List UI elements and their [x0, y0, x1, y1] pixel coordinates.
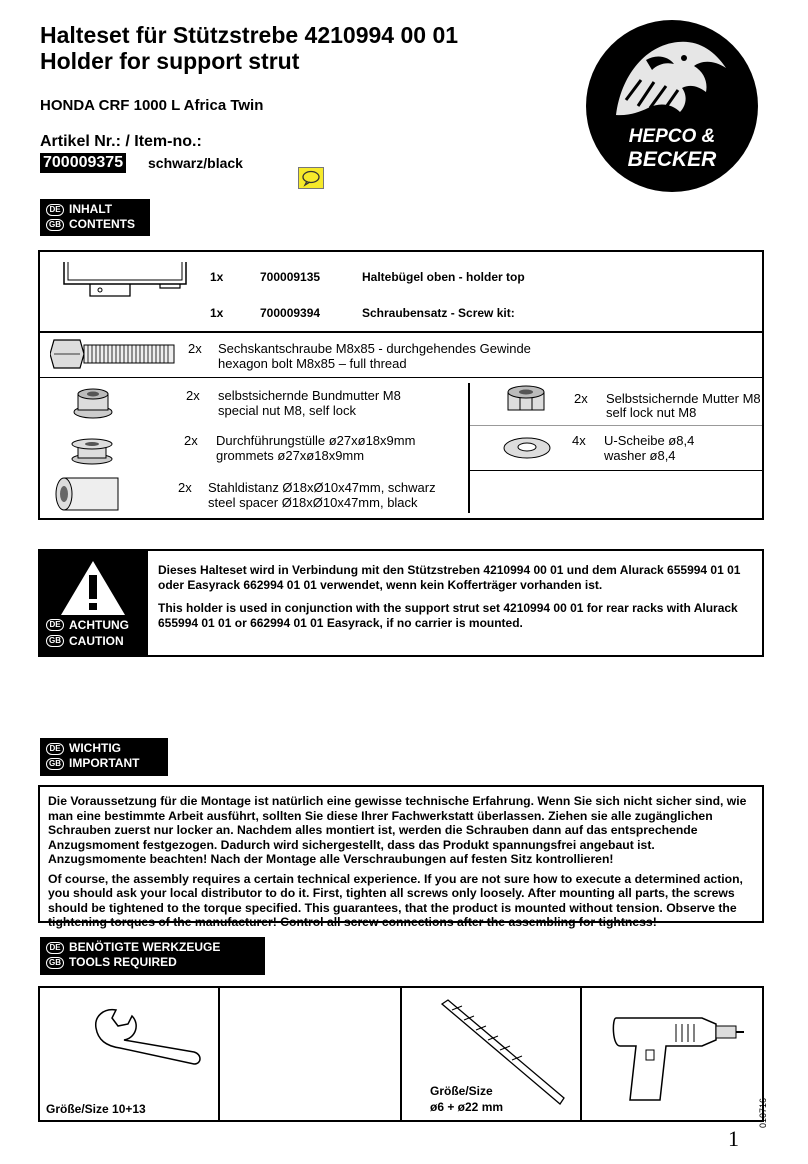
left-item-desc-de: selbstsichernde Bundmutter M8 [218, 388, 401, 403]
contents-table [38, 250, 764, 520]
tools-table [38, 986, 764, 1122]
wrench-size: Größe/Size 10+13 [46, 1102, 146, 1116]
flag-gb: GB [46, 758, 64, 770]
title-english: Holder for support strut [40, 48, 300, 74]
washer-icon [502, 432, 552, 462]
caution-text [158, 563, 758, 631]
right-item-desc-de: U-Scheibe ø8,4 [604, 433, 695, 448]
document-title [40, 22, 458, 74]
title-german: Halteset für Stützstrebe 4210994 00 01 [40, 22, 459, 48]
flag-de: DE [46, 204, 64, 216]
item-number: 700009135 [260, 270, 321, 284]
left-item-desc-en: special nut M8, self lock [218, 403, 357, 418]
item-number: 700009394 [260, 306, 321, 320]
left-item-desc-en: steel spacer Ø18xØ10x47mm, black [208, 495, 418, 510]
flag-gb: GB [46, 219, 64, 231]
steel-spacer-icon [54, 476, 124, 512]
right-item-desc-de: Selbstsichernde Mutter M8 [606, 391, 761, 406]
hepco-becker-logo [586, 20, 758, 192]
caution-text-en: This holder is used in conjunction with the support strut set 4210994 00 01 for rear racks with Alurack 655994 01 01 or 662994 01 01 Easyrack, if no carrier is mounted. [158, 601, 738, 630]
important-heading-en: IMPORTANT [69, 756, 140, 770]
caution-text-de: Dieses Halteset wird in Verbindung mit den Stützstreben 4210994 00 01 und dem Alurack 655994 01 01 oder Easyrack 662994 01 01 verwendet, wenn kein Kofferträger vorhanden ist. [158, 563, 741, 592]
item-desc: Schraubensatz - Screw kit: [362, 306, 515, 320]
contents-heading [40, 199, 150, 236]
important-text-de: Die Voraussetzung für die Montage ist natürlich eine gewisse technische Erfahrung. Wenn Sie sich nicht sicher sind, wie man eine bestimmte Arbeit ausführt, sollten Sie diese Ihrer Fachwerkstatt überlassen. Ziehen sie alle zugänglichen Schrauben zuerst nur locker an. Nachdem alles montiert ist, werden die Schrauben dann auf das entsprechende Anzugsmoment festgezogen. Dadurch wird sichergestellt, dass das Produkt spannungsfrei angebaut ist. Anzugsmomente beachten! Nach der Montage alle Verschraubungen auf festen Sitz kontrollieren! [48, 794, 747, 866]
item-qty: 1x [210, 306, 224, 320]
article-number: 700009375 [40, 153, 126, 173]
holder-bracket-icon [60, 258, 200, 302]
caution-heading-de: ACHTUNG [69, 618, 129, 632]
vehicle-model: HONDA CRF 1000 L Africa Twin [40, 97, 264, 114]
important-text-en: Of course, the assembly requires a certain technical experience. If you are not sure how to execute a determined action, you should ask your local distributor to do it. First, tighten all screws only loosely. After mounting all parts, the screws should be tightened to the torque specified. This guarantees, that the product is mounted without tension. Observe the tightening torques of the manufacturer! Control all screw connections after the assembling for tightness! [48, 871, 743, 929]
left-item-desc-de: Durchführungstülle ø27xø18x9mm [216, 433, 416, 448]
wrench-icon [90, 1002, 210, 1072]
bolt-desc-en: hexagon bolt M8x85 – full thread [218, 356, 407, 371]
article-color: schwarz/black [148, 155, 243, 171]
flag-de: DE [46, 942, 64, 954]
left-item-desc-de: Stahldistanz Ø18xØ10x47mm, schwarz [208, 480, 436, 495]
tools-heading [40, 937, 265, 975]
power-drill-icon [606, 1006, 746, 1106]
contents-heading-de: INHALT [69, 202, 113, 216]
warning-triangle-icon [59, 559, 127, 617]
grommet-icon [70, 432, 114, 466]
hex-bolt-icon [50, 336, 180, 372]
flag-de: DE [46, 619, 64, 631]
contents-heading-en: CONTENTS [69, 217, 135, 231]
document-code: 010716 [758, 1097, 768, 1128]
flag-gb: GB [46, 957, 64, 969]
caution-box [38, 549, 764, 657]
left-item-qty: 2x [178, 480, 192, 495]
left-item-qty: 2x [184, 433, 198, 448]
flange-nut-icon [72, 386, 114, 420]
item-qty: 1x [210, 270, 224, 284]
drill-size-value: ø6 + ø22 mm [430, 1100, 504, 1114]
item-desc: Haltebügel oben - holder top [362, 270, 525, 284]
important-box [38, 785, 764, 929]
tools-heading-en: TOOLS REQUIRED [69, 955, 177, 969]
flag-de: DE [46, 743, 64, 755]
logo-line-1: HEPCO & [628, 126, 716, 147]
bolt-qty: 2x [188, 341, 202, 356]
article-label: Artikel Nr.: / Item-no.: [40, 133, 202, 150]
right-item-qty: 4x [572, 433, 586, 448]
comment-note-icon[interactable] [298, 167, 324, 189]
lock-nut-icon [504, 382, 548, 418]
logo-line-2: BECKER [627, 148, 717, 171]
right-item-qty: 2x [574, 391, 588, 406]
caution-heading-en: CAUTION [69, 634, 124, 648]
important-heading-de: WICHTIG [69, 741, 121, 755]
page-number: 1 [728, 1126, 739, 1151]
left-item-qty: 2x [186, 388, 200, 403]
bolt-desc-de: Sechskantschraube M8x85 - durchgehendes Gewinde [218, 341, 531, 356]
left-item-desc-en: grommets ø27xø18x9mm [216, 448, 365, 463]
flag-gb: GB [46, 635, 64, 647]
caution-sidebar [40, 551, 148, 655]
right-item-desc-en: self lock nut M8 [606, 405, 697, 420]
right-item-desc-en: washer ø8,4 [604, 448, 676, 463]
tools-heading-de: BENÖTIGTE WERKZEUGE [69, 940, 221, 954]
important-heading [40, 738, 168, 776]
drill-size-label: Größe/Size [430, 1084, 493, 1098]
